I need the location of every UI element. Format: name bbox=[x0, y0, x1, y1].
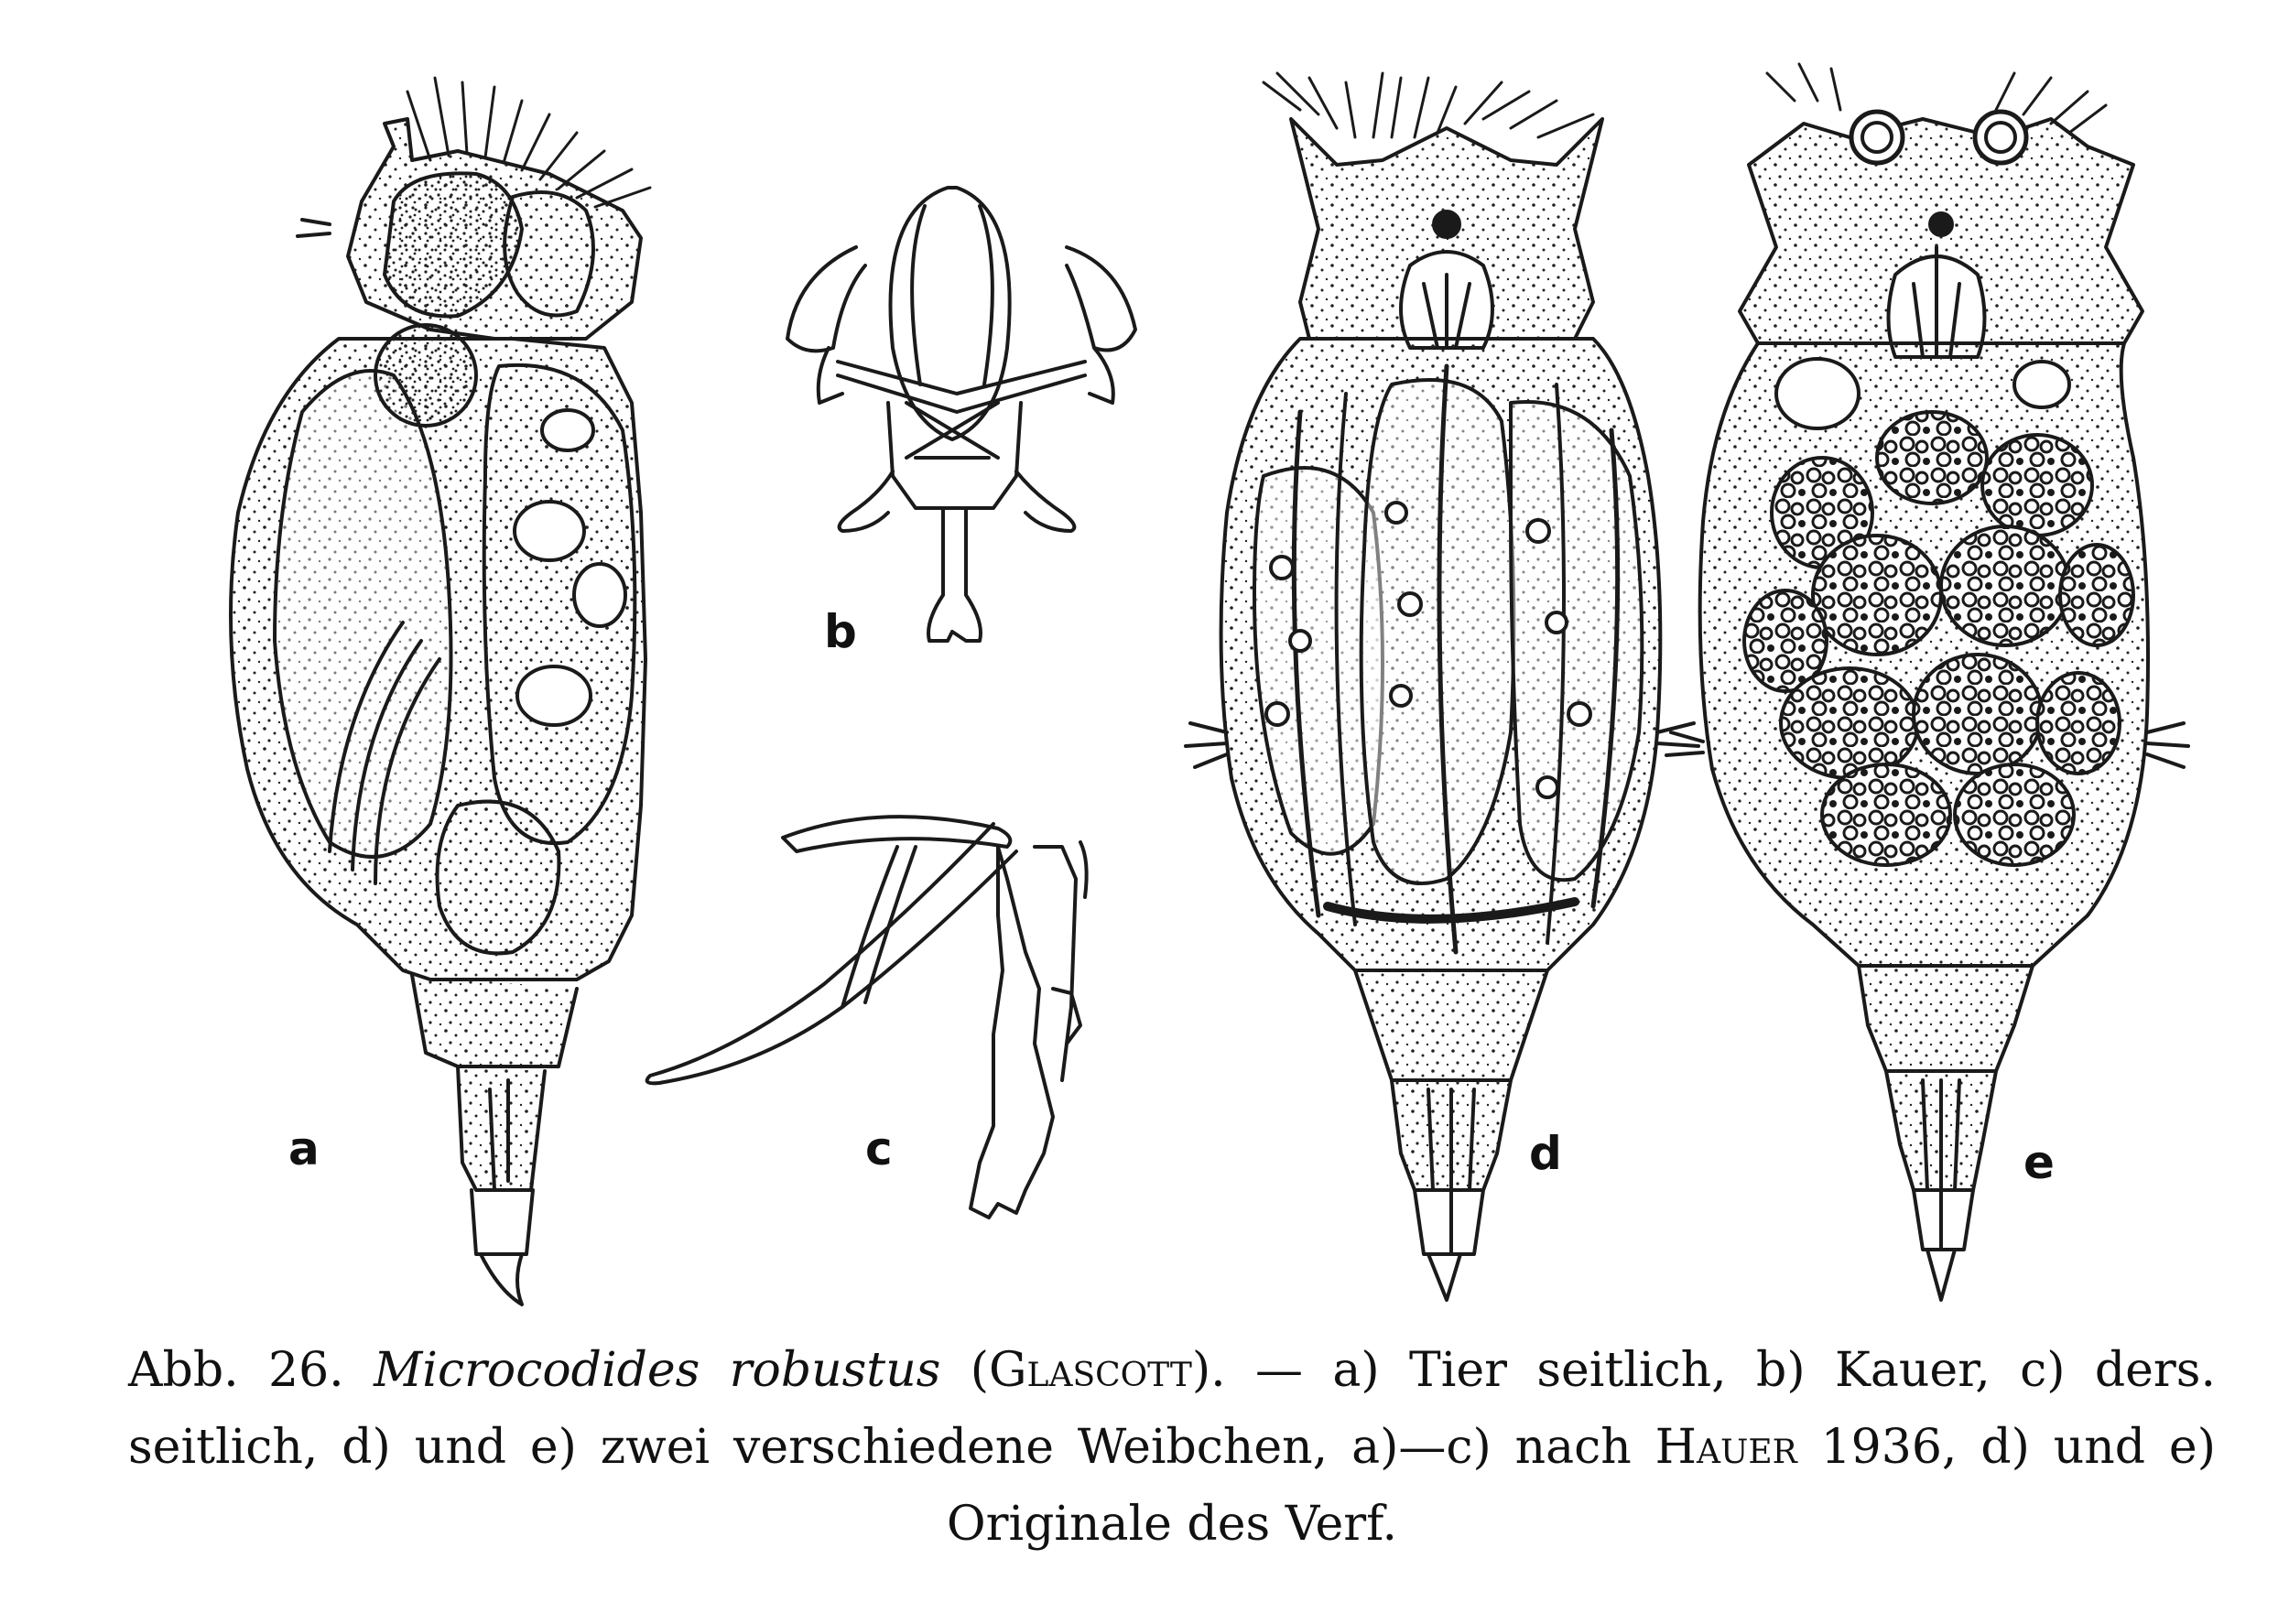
caption-description: ). — a) Tier seitlich, b) Kauer, c) ders. seitlich, d) und e) zwei verschiedene Weibchen, a)—c) nach bbox=[128, 1343, 2216, 1475]
panel-d-foot bbox=[1355, 970, 1547, 1080]
panel-a-foot bbox=[412, 975, 577, 1066]
panel-e-drawing bbox=[1666, 64, 2188, 1300]
panel-label-b: b bbox=[824, 605, 857, 658]
figure-caption bbox=[128, 1332, 2216, 1563]
panel-a-drawing bbox=[231, 78, 650, 1305]
panel-b-fulcrum bbox=[928, 508, 981, 641]
panel-label-e: e bbox=[2023, 1136, 2055, 1189]
caption-author-open: ( bbox=[940, 1343, 990, 1398]
panel-e-eye-right bbox=[1975, 112, 2026, 163]
panel-label-c: c bbox=[865, 1122, 893, 1175]
panel-b-drawing bbox=[787, 188, 1135, 641]
caption-species: Microcodides robustus bbox=[374, 1343, 941, 1398]
panel-label-d: d bbox=[1529, 1127, 1562, 1180]
panel-label-a: a bbox=[288, 1122, 320, 1175]
caption-prefix: Abb. 26. bbox=[128, 1343, 374, 1398]
panel-e-eye-left bbox=[1851, 112, 1903, 163]
caption-source-rest: 1936, d) und e) Originale des Verf. bbox=[946, 1420, 2216, 1552]
caption-author: Glascott bbox=[989, 1343, 1192, 1398]
caption-source-author: Hauer bbox=[1654, 1420, 1797, 1475]
panel-d-drawing bbox=[1186, 73, 1698, 1300]
panel-e-foot bbox=[1859, 966, 2033, 1071]
panel-c-manubrium bbox=[971, 847, 1053, 1218]
